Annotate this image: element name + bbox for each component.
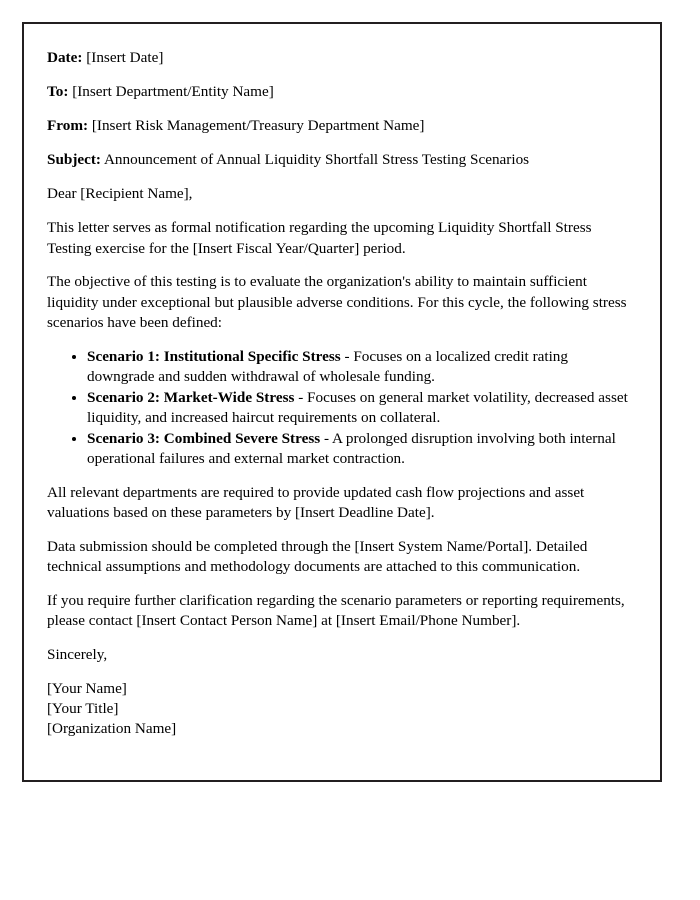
field-to-label: To: (47, 83, 69, 100)
field-date-label: Date: (47, 49, 83, 66)
field-to-value: [Insert Department/Entity Name] (72, 83, 274, 100)
list-item (87, 347, 638, 388)
field-subject-value: Announcement of Annual Liquidity Shortfall Stress Testing Scenarios (103, 151, 530, 168)
signature-name: [Your Name] (47, 679, 127, 697)
scenario-2-description: - Focuses on general market volatility, decreased asset liquidity, and increased haircut requirements on collateral. (87, 388, 628, 426)
field-from (47, 116, 638, 136)
closing-line: Sincerely, (47, 645, 108, 663)
scenario-2-title: Scenario 2: Market-Wide Stress (87, 388, 295, 406)
signature-organization: [Organization Name] (47, 719, 177, 737)
scenario-1-title: Scenario 1: Institutional Specific Stress (87, 347, 341, 365)
field-from-label: From: (47, 117, 89, 134)
letter-page (22, 22, 662, 782)
field-to (47, 82, 638, 102)
paragraph-intro: This letter serves as formal notification regarding the upcoming Liquidity Shortfall Stress Testing exercise for the [Insert Fiscal Year/Quarter] period. (47, 219, 592, 257)
field-subject-label: Subject: (47, 151, 101, 168)
scenario-3-description: - A prolonged disruption involving both internal operational failures and external market contraction. (87, 429, 616, 467)
signature-title: [Your Title] (47, 699, 119, 717)
paragraph-requirements: All relevant departments are required to provide updated cash flow projections and asset valuations based on these parameters by [Insert Deadline Date]. (47, 483, 585, 521)
paragraph-contact: If you require further clarification regarding the scenario parameters or reporting requirements, please contact [Insert Contact Person Name] at [Insert Email/Phone Number]. (47, 591, 625, 629)
scenario-1-description: - Focuses on a localized credit rating downgrade and sudden withdrawal of wholesale funding. (87, 347, 568, 385)
field-date-value: [Insert Date] (86, 49, 164, 66)
scenario-list (47, 347, 638, 470)
list-item (87, 429, 638, 470)
paragraph-objective: The objective of this testing is to evaluate the organization's ability to maintain sufficient liquidity under exceptional but plausible adverse conditions. For this cycle, the following stress scenarios have been defined: (47, 273, 627, 331)
letter-body (24, 24, 660, 759)
field-date (47, 48, 638, 68)
signature-block (47, 679, 638, 739)
salutation: Dear [Recipient Name], (47, 185, 193, 202)
scenario-3-title: Scenario 3: Combined Severe Stress (87, 429, 321, 447)
list-item (87, 388, 638, 429)
field-subject (47, 150, 638, 170)
paragraph-submission: Data submission should be completed through the [Insert System Name/Portal]. Detailed technical assumptions and methodology documents are attached to this communication. (47, 537, 588, 575)
field-from-value: [Insert Risk Management/Treasury Department Name] (91, 117, 425, 134)
